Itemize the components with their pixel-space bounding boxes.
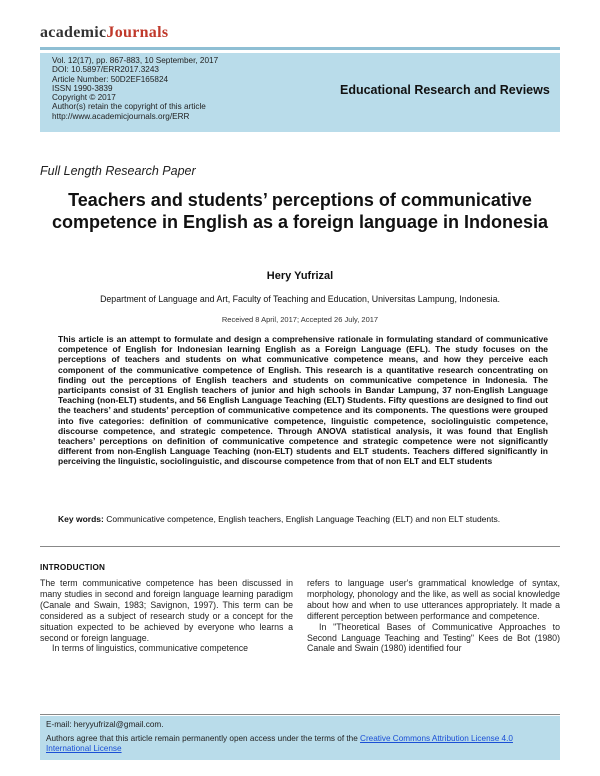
license-link[interactable]: Creative Commons Attribution License 4.0 International License [46,734,513,753]
paragraph: In "Theoretical Bases of Communicative Approaches to Second Language Teaching and Testing" Kees de Bot (1980) Canale and Swain (1980) identified four [307,621,560,654]
meta-rights: Author(s) retain the copyright of this article [52,102,206,112]
meta-url[interactable]: http://www.academicjournals.org/ERR [52,111,190,121]
meta-article-number: Article Number: 50D2EF165824 [52,74,169,84]
meta-volume: Vol. 12(17), pp. 867-883, 10 September, 2017 [52,56,219,65]
license-text: Authors agree that this article remain permanently open access under the terms of the [46,734,361,743]
paper-type: Full Length Research Paper [40,164,196,178]
paragraph: refers to language user's grammatical knowledge of syntax, morphology, phonology and the like, as well as social knowledge about how and when to use utterances appropriately. It made a different perception between performance and competence. [307,578,560,621]
meta-issn: ISSN 1990-3839 [52,83,113,93]
author-affiliation: Department of Language and Art, Faculty of Teaching and Education, Universitas Lampung, Indonesia. [100,294,500,304]
body-column-right [307,578,560,654]
footer-divider [40,714,560,715]
received-accepted-dates: Received 8 April, 2017; Accepted 26 July, 2017 [221,315,379,324]
header-divider [40,47,560,50]
paper-title: Teachers and students’ perceptions of communicative competence in English as a foreign language in Indonesia [51,190,549,232]
author-email[interactable]: E-mail: heryyufrizal@gmail.com. [46,720,164,729]
logo-text-journals: Journals [106,24,169,41]
body-column-left [40,578,293,654]
keywords [58,514,548,524]
journal-name: Educational Research and Reviews [340,83,550,97]
keywords-label: Key words: [58,514,104,524]
meta-doi: DOI: 10.5897/ERR2017.3243 [52,65,159,75]
section-heading-introduction: INTRODUCTION [40,563,106,572]
author-name: Hery Yufrizal [266,270,334,282]
paragraph: The term communicative competence has been discussed in many studies in second and foreign language learning paradigm (Canale and Swain, 1983; Savignon, 1997). This term can be considered as a subject of research study or a concept for the situation expected to be achieved by everyone who learns a second or foreign language. [40,578,293,643]
logo-text-academic: academic [40,24,107,41]
license-notice [46,734,558,754]
abstract: This article is an attempt to formulate and design a comprehensive rationale in formulating standard of communicative competence of English for Indonesian learning English as a Foreign Language (EFL). The study focuses on the perceptions of teachers and students on what communicative competence means, and how they perceive each component of the communicative competence of English. This research is a quantitative research concentrating on finding out the perceptions of English teachers and students on communicative competence in Indonesia. The participants consist of 31 English teachers of junior and high schools in Bandar Lampung, 37 non-English Language Teaching (non-ELT) students, and 56 English Language Teaching (ELT) Students. Fifty questions are designed to find out the teachers’ and students’ perception of communicative competence and its components. The questions were grouped into five categories: definition of communicative competence, linguistic competence, sociolinguistic competence, discourse competence, and strategic competence. Through ANOVA statistical analysis, it was found that English teachers’ perceptions on definition of communicative competence and strategic competence were not significantly different from non-English Language Teaching (non-ELT) students and ELT students. Teachers differed significantly in perceiving the linguistic, sociolinguistic, and discourse competence from that of non ELT and ELT students [58,334,548,467]
keywords-divider [40,546,560,547]
meta-copyright: Copyright © 2017 [52,93,116,103]
paragraph: In terms of linguistics, communicative competence [52,643,249,654]
publisher-logo [40,24,168,42]
keywords-text: Communicative competence, English teachers, English Language Teaching (ELT) and non ELT students. [106,514,501,524]
article-metadata [52,56,218,121]
